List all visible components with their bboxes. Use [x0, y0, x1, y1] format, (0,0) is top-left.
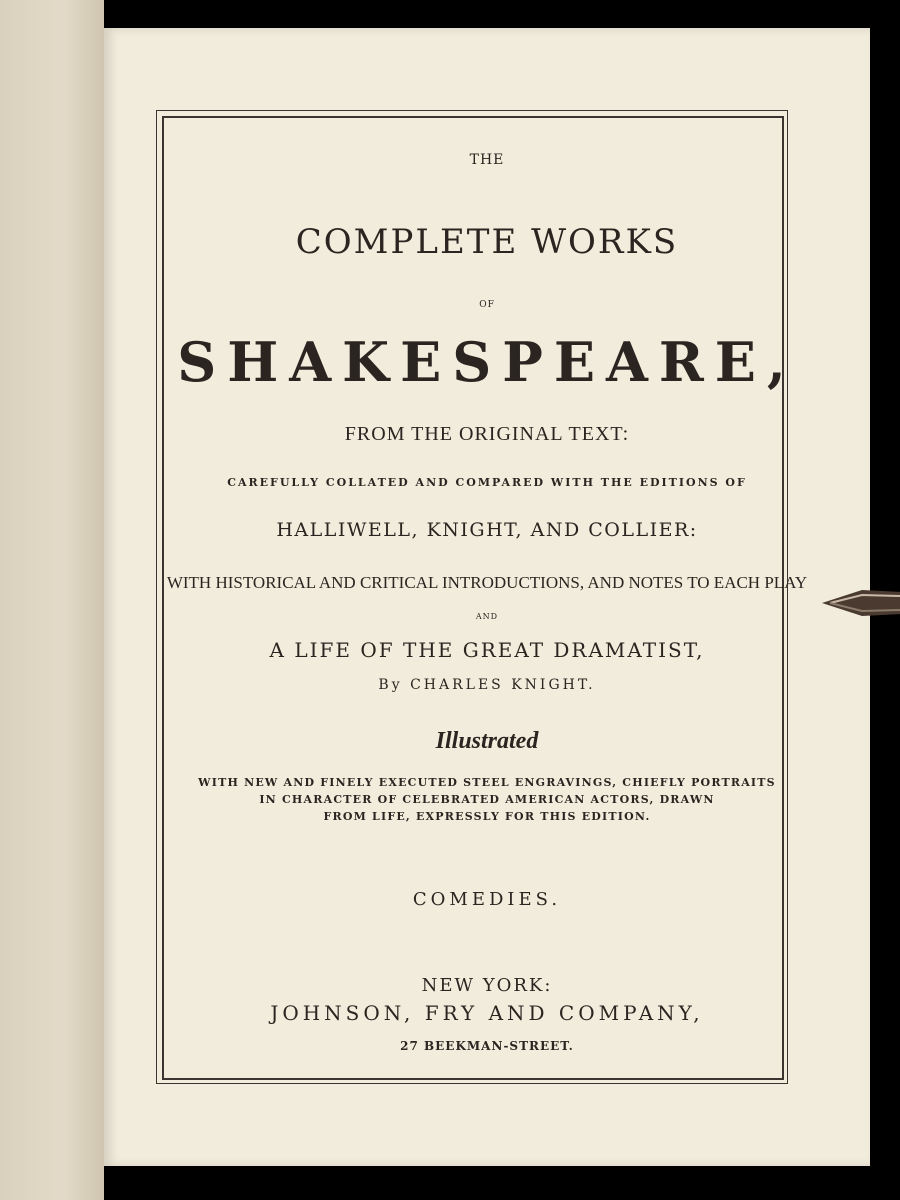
illustrated-line: Illustrated [435, 728, 539, 754]
the-line: THE [469, 152, 505, 168]
engravings-line-3: FROM LIFE, EXPRESSLY FOR THIS EDITION. [323, 810, 651, 823]
volume-title: COMEDIES. [412, 889, 562, 910]
of-line: OF [479, 300, 495, 310]
pen-nib-icon [822, 588, 900, 618]
collated-line: CAREFULLY COLLATED AND COMPARED WITH THE EDITIONS OF [227, 476, 747, 489]
complete-works-heading: COMPLETE WORKS [295, 222, 679, 262]
introductions-line: WITH HISTORICAL AND CRITICAL INTRODUCTIONS, AND NOTES TO EACH PLAY [166, 573, 808, 592]
engravings-line-2: IN CHARACTER OF CELEBRATED AMERICAN ACTORS, DRAWN [259, 793, 715, 806]
city-line: NEW YORK: [421, 975, 553, 996]
editors-line: HALLIWELL, KNIGHT, AND COLLIER: [276, 519, 698, 541]
author-heading: SHAKESPEARE, [177, 330, 797, 394]
original-text-line: FROM THE ORIGINAL TEXT: [344, 423, 630, 445]
publisher-line: JOHNSON, FRY AND COMPANY, [270, 1001, 704, 1025]
address-line: 27 BEEKMAN-STREET. [400, 1039, 574, 1053]
facing-page [0, 0, 104, 1200]
life-line: A LIFE OF THE GREAT DRAMATIST, [269, 638, 705, 662]
and-line: AND [475, 612, 499, 621]
by-line: By CHARLES KNIGHT. [378, 677, 596, 693]
engravings-line-1: WITH NEW AND FINELY EXECUTED STEEL ENGRAVINGS, CHIEFLY PORTRAITS [198, 776, 776, 789]
